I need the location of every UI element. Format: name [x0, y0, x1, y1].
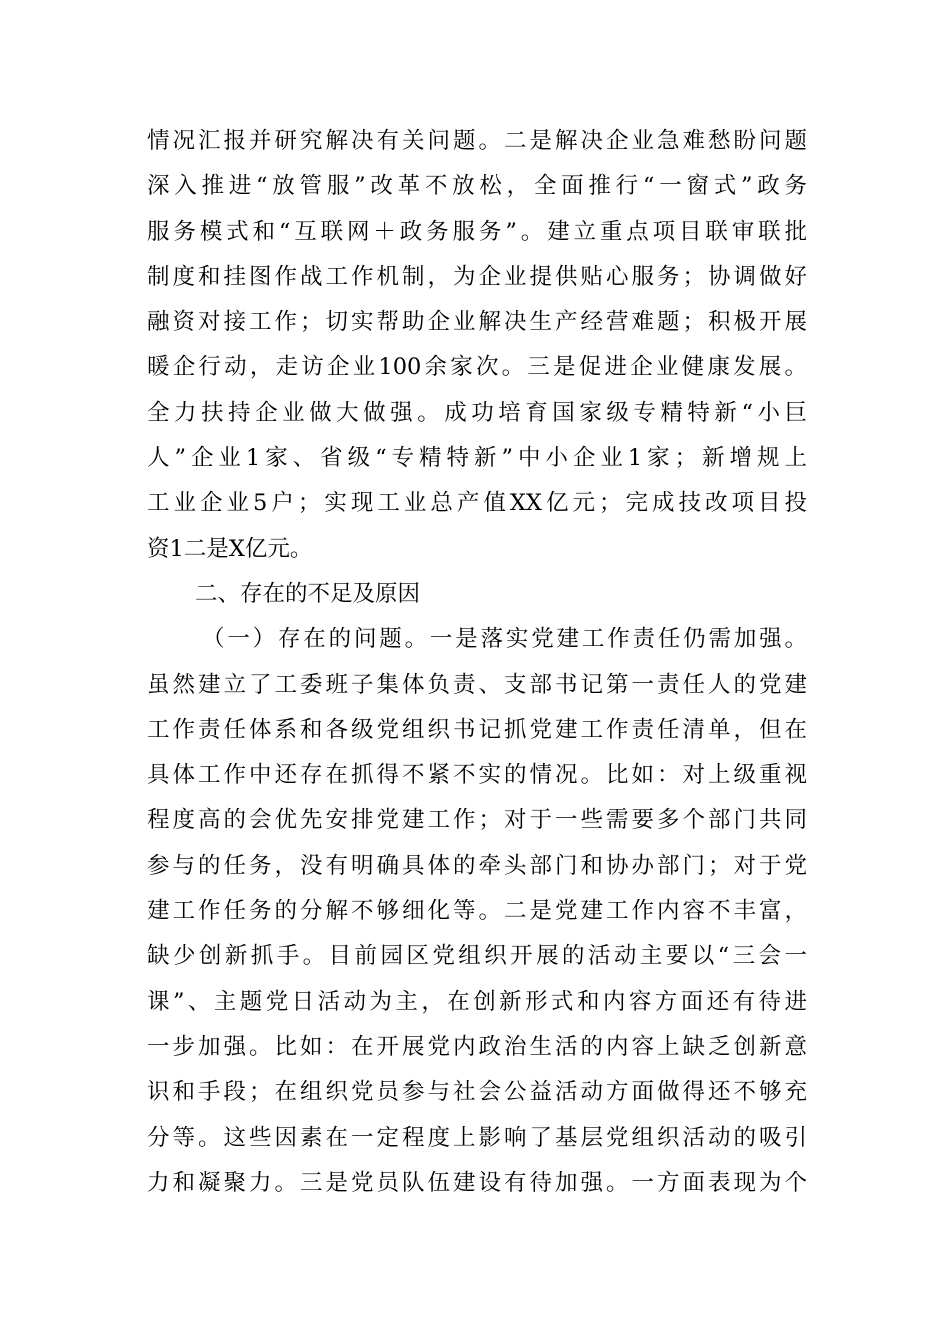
text-line: 虽然建立了工委班子集体负责、支部书记第一责任人的党建 [147, 671, 807, 698]
text-line: 程度高的会优先安排党建工作；对于一些需要多个部门共同 [147, 807, 807, 834]
text-line: 建工作任务的分解不够细化等。二是党建工作内容不丰富， [147, 898, 807, 925]
text-line: 课”、主题党日活动为主，在创新形式和内容方面还有待进 [147, 988, 807, 1015]
text-line: 深入推进“放管服”改革不放松，全面推行“一窗式”政务 [147, 173, 807, 200]
text-line: 情况汇报并研究解决有关问题。二是解决企业急难愁盼问题 [147, 128, 807, 154]
text-line: 分等。这些因素在一定程度上影响了基层党组织活动的吸引 [147, 1124, 807, 1151]
document-page [147, 119, 807, 1206]
text-line: 工业企业5户；实现工业总产值XX亿元；完成技改项目投 [147, 490, 807, 517]
text-line: （一）存在的问题。一是落实党建工作责任仍需加强。 [202, 626, 807, 653]
text-line: 暖企行动，走访企业100余家次。三是促进企业健康发展。 [147, 354, 807, 381]
text-line: 人”企业1家、省级“专精特新”中小企业1家；新增规上 [147, 445, 807, 472]
paragraph-enterprise-services [147, 119, 807, 572]
paragraph-existing-problems [147, 617, 807, 1206]
text-line: 制度和挂图作战工作机制，为企业提供贴心服务；协调做好 [147, 263, 807, 290]
text-line: 识和手段；在组织党员参与社会公益活动方面做得还不够充 [147, 1079, 807, 1106]
text-line: 一步加强。比如：在开展党内政治生活的内容上缺乏创新意 [147, 1033, 807, 1060]
text-line: 力和凝聚力。三是党员队伍建设有待加强。一方面表现为个 [147, 1169, 807, 1196]
text-line: 具体工作中还存在抓得不紧不实的情况。比如：对上级重视 [147, 762, 807, 789]
text-line: 缺少创新抓手。目前园区党组织开展的活动主要以“三会一 [147, 943, 807, 970]
text-line: 工作责任体系和各级党组织书记抓党建工作责任清单，但在 [147, 716, 807, 743]
text-line: 全力扶持企业做大做强。成功培育国家级专精特新“小巨 [147, 399, 807, 426]
text-line: 服务模式和“互联网＋政务服务”。建立重点项目联审联批 [147, 218, 807, 245]
text-line: 资1二是X亿元。 [147, 535, 313, 562]
text-line: 参与的任务，没有明确具体的牵头部门和协办部门；对于党 [147, 852, 807, 879]
section-heading: 二、存在的不足及原因 [195, 580, 421, 607]
text-line: 融资对接工作；切实帮助企业解决生产经营难题；积极开展 [147, 309, 807, 336]
